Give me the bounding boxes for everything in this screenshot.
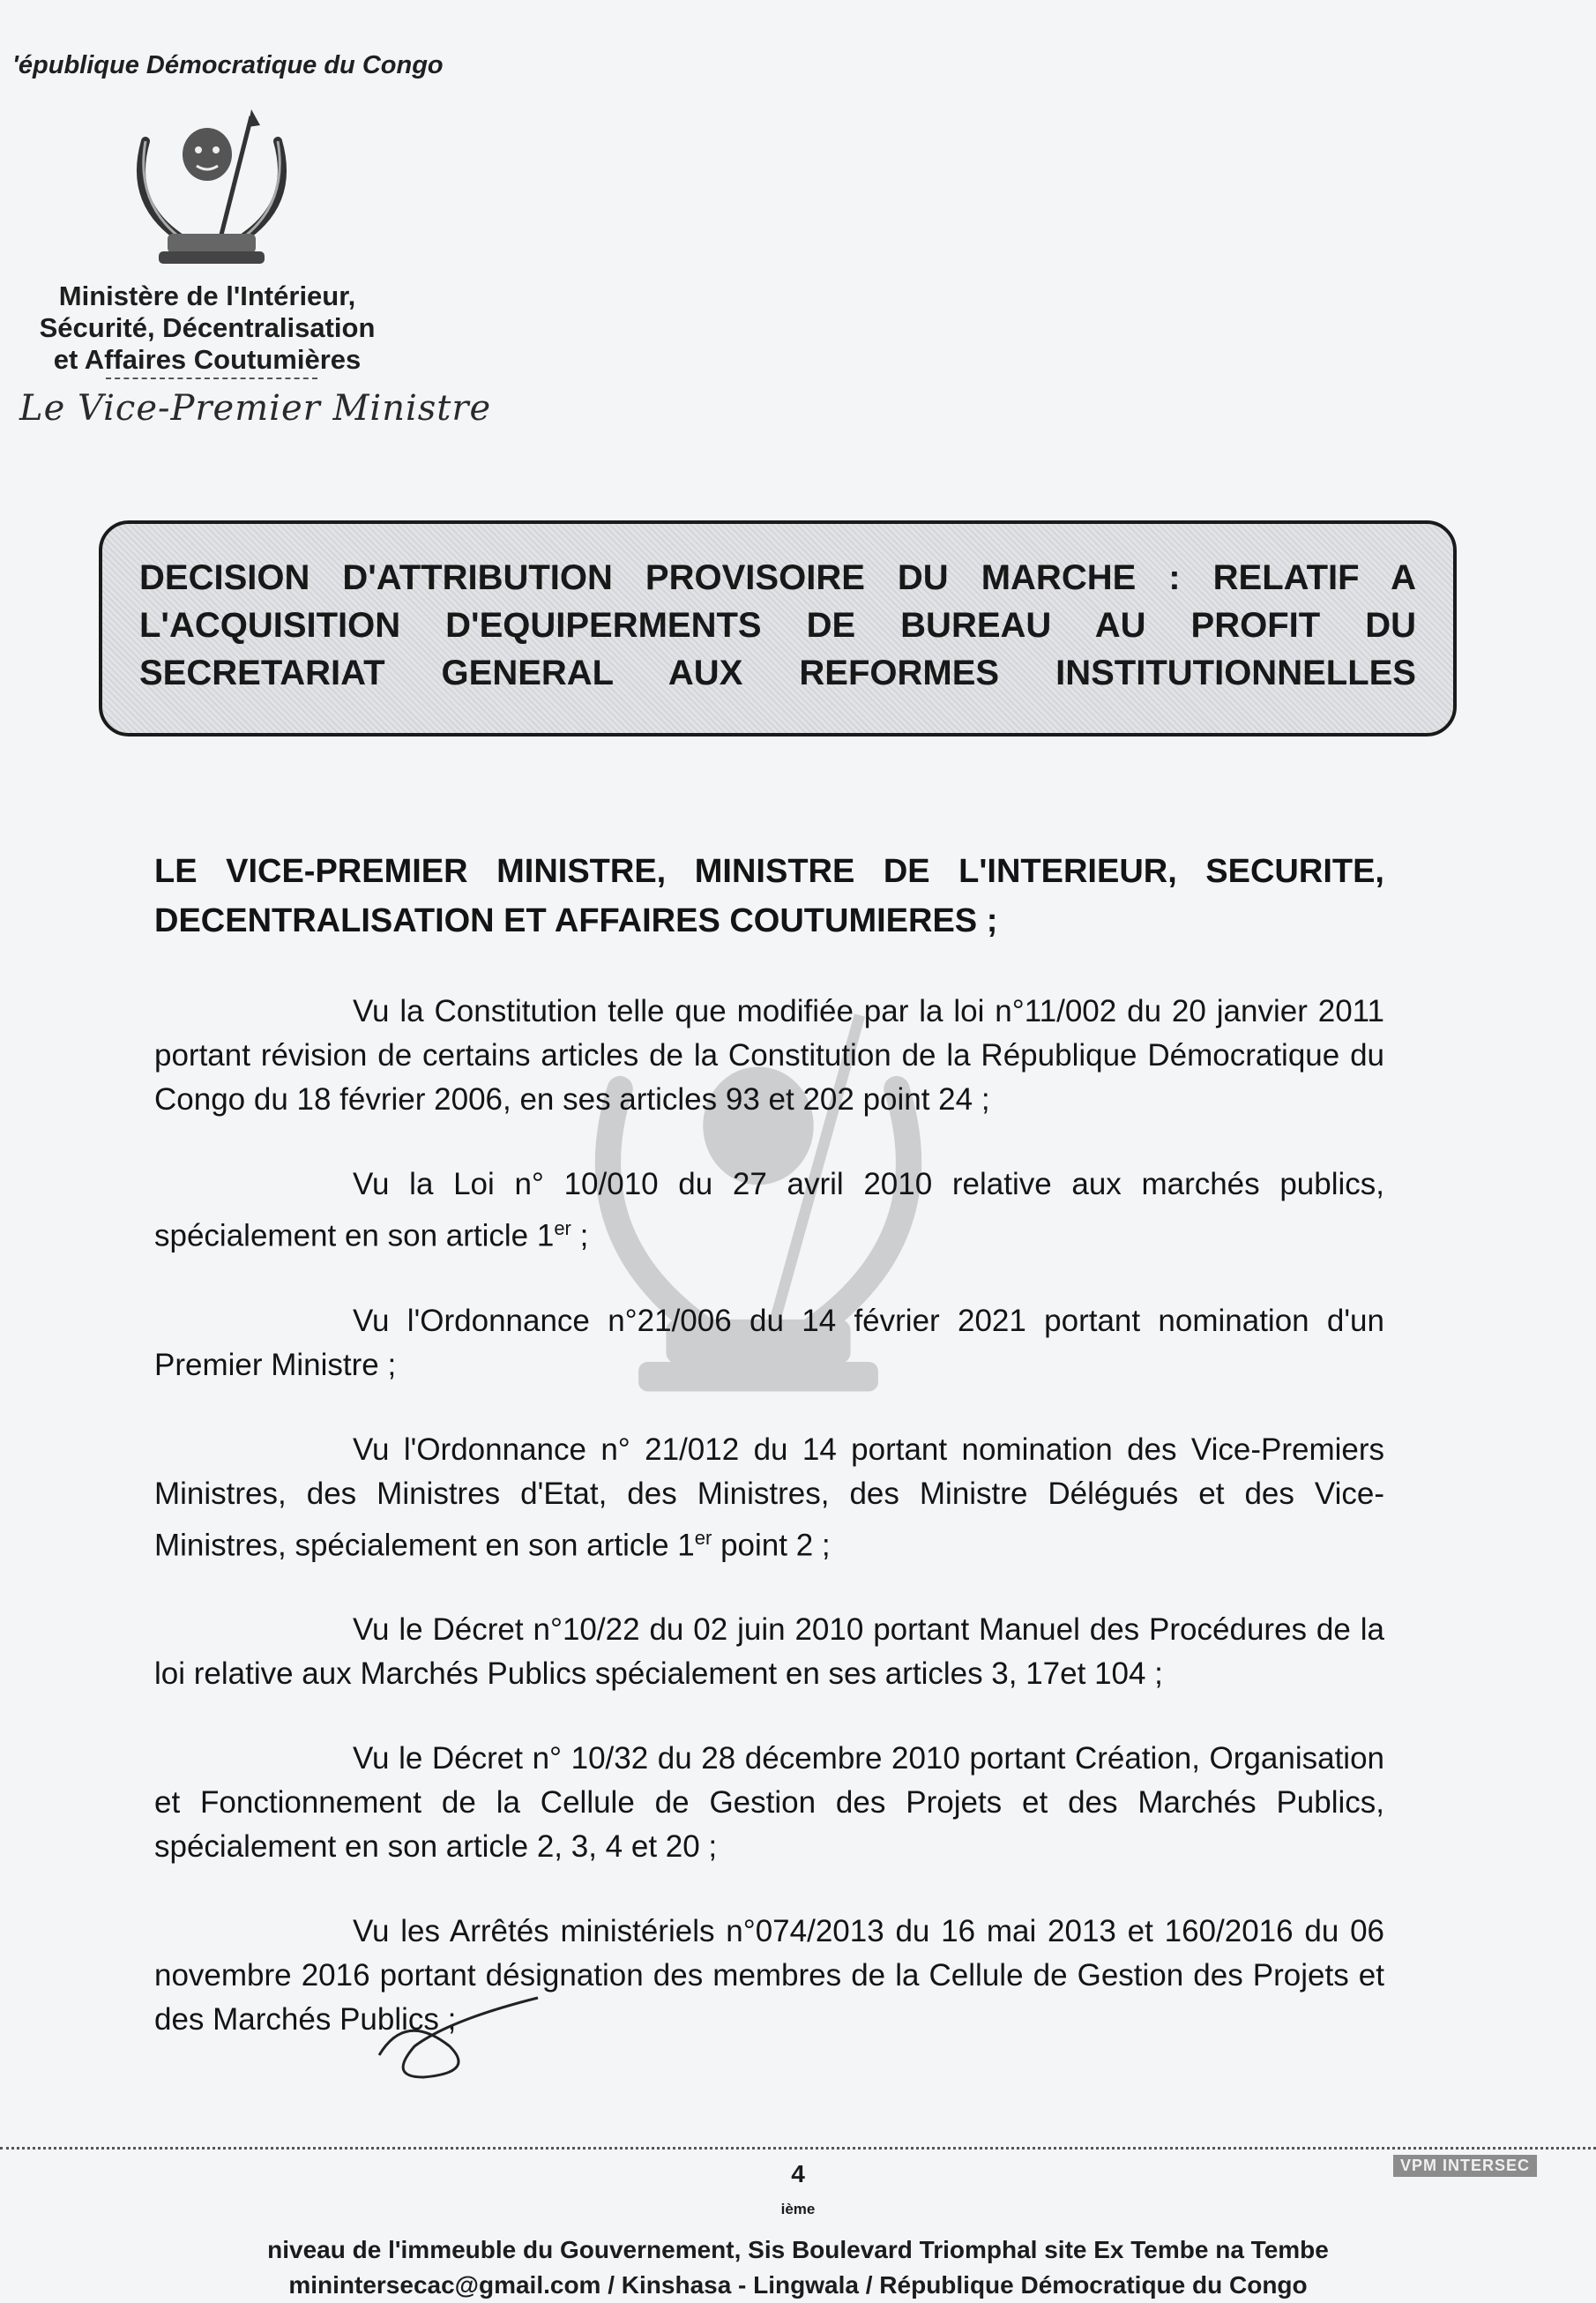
p2-end: ;	[571, 1218, 589, 1253]
considerant-ordonnance-premier-ministre: Vu l'Ordonnance n°21/006 du 14 février 2021 portant nomination d'un Premier Ministre ;	[154, 1303, 1384, 1382]
office-stamp: VPM INTERSEC	[1393, 2155, 1537, 2177]
p2-superscript: er	[554, 1217, 571, 1239]
initial-signature-flourish	[370, 1993, 547, 2090]
decision-title-box	[99, 520, 1457, 737]
ministry-line-2: Sécurité, Décentralisation	[39, 312, 376, 343]
considerant-decret-procedures: Vu le Décret n°10/22 du 02 juin 2010 portant Manuel des Procédures de la loi relative aux Marchés Publics spécialement en ses articles 3, 17et 104 ;	[154, 1612, 1384, 1692]
ministry-name	[26, 280, 388, 376]
title-line-2: L'ACQUISITION D'EQUIPERMENTS DE BUREAU AU PROFIT DU	[139, 606, 1416, 645]
considerant-arretes: Vu les Arrêtés ministériels n°074/2013 du 16 mai 2013 et 160/2016 du 06 novembre 2016 portant désignation des membres de la Cellule de Gestion des Projets et des Marchés Publics ;	[154, 1914, 1384, 2038]
p4-superscript: er	[694, 1526, 712, 1549]
ministry-divider	[106, 378, 317, 379]
footer-floor-suffix: ième	[780, 2201, 816, 2217]
footer-divider	[0, 2147, 1596, 2150]
footer-line-1	[0, 2157, 1596, 2268]
title-line-1: DECISION D'ATTRIBUTION PROVISOIRE DU MARCHE : RELATIF A	[139, 558, 1416, 597]
republic-name: 'épublique Démocratique du Congo	[12, 51, 444, 79]
footer-floor-number: 4	[791, 2160, 805, 2187]
authority-heading	[154, 847, 1384, 946]
considerant-constitution: Vu la Constitution telle que modifiée par la loi n°11/002 du 20 janvier 2011 portant révision de certains articles de la Constitution de la République Démocratique du Congo du 18 février 2006, en ses articles 93 et 202 point 24 ;	[154, 994, 1384, 1117]
heading-line-2: DECENTRALISATION ET AFFAIRES COUTUMIERES ;	[154, 902, 998, 939]
coat-of-arms-emblem	[119, 106, 304, 269]
p4-text: Vu l'Ordonnance n° 21/012 du 14 portant nomination des Vice-Premiers Ministres, des Ministres d'Etat, des Ministres, des Ministre Délégués et des Vice-Ministres, spécialement en son article 1	[154, 1432, 1384, 1563]
footer-line-2: minintersecac@gmail.com / Kinshasa - Lingwala / République Démocratique du Congo	[288, 2271, 1308, 2299]
ministry-line-3: et Affaires Coutumières	[53, 344, 362, 375]
title-line-3: SECRETARIAT GENERAL AUX REFORMES INSTITUTIONNELLES	[139, 654, 1416, 692]
considerant-decret-cellule: Vu le Décret n° 10/32 du 28 décembre 2010 portant Création, Organisation et Fonctionnement de la Cellule de Gestion des Projets et des Marchés Publics, spécialement en son article 2, 3, 4 et 20 ;	[154, 1741, 1384, 1865]
considerant-ordonnance-gouvernement	[154, 1428, 1384, 1568]
vice-premier-script: Le Vice-Premier Ministre	[19, 388, 492, 429]
p4-end: point 2 ;	[712, 1528, 831, 1563]
p2-text: Vu la Loi n° 10/010 du 27 avril 2010 relative aux marchés publics, spécialement en son article 1	[154, 1167, 1384, 1253]
heading-line-1: LE VICE-PREMIER MINISTRE, MINISTRE DE L'INTERIEUR, SECURITE,	[154, 853, 1384, 890]
decision-body	[154, 847, 1384, 2082]
footer-address	[0, 2157, 1596, 2303]
footer-address-text: niveau de l'immeuble du Gouvernement, Sis Boulevard Triomphal site Ex Tembe na Tembe	[267, 2236, 1329, 2264]
considerant-loi-marches	[154, 1163, 1384, 1259]
ministry-line-1: Ministère de l'Intérieur,	[58, 280, 356, 311]
